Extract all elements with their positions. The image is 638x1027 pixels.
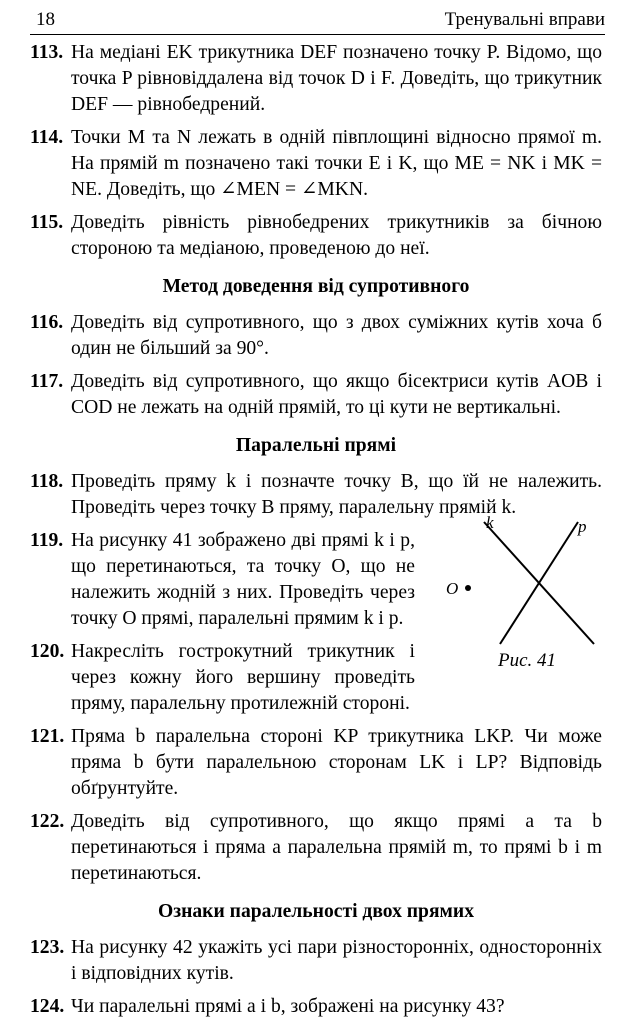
page-content: [30, 40, 602, 1027]
problem-text: Проведіть пряму k і позначте точку B, що їй не належить. Проведіть через точку B пряму, паралельну прямій k.: [71, 471, 602, 518]
problem-text: Чи паралельні прямі a і b, зображені на рисунку 43?: [71, 996, 505, 1017]
problem-124: [30, 994, 602, 1020]
problem-text: Пряма b паралельна стороні KP трикутника LKP. Чи може пряма b бути паралельною сторонам LK і LP? Відповідь обґрунтуйте.: [71, 726, 602, 799]
problem-number: 114.: [30, 127, 64, 148]
problem-117: [30, 369, 602, 421]
problem-116: [30, 310, 602, 362]
figure-block: [30, 513, 602, 717]
problem-number: 119.: [30, 530, 64, 551]
label-o: O: [446, 579, 459, 598]
problem-text: На рисунку 42 укажіть усі пари різносторонніх, односторонніх і відповідних кутів.: [71, 937, 602, 984]
problem-number: 123.: [30, 937, 65, 958]
problem-text: Точки M та N лежать в одній півплощині відносно прямої m. На прямій m позначено такі точки E і K, що ME = NK і MK = NE. Доведіть, що ∠MEN = ∠MKN.: [71, 127, 602, 200]
problem-number: 118.: [30, 471, 64, 492]
problem-122: [30, 809, 602, 887]
line-p: [500, 522, 578, 644]
problem-123: [30, 935, 602, 987]
problem-121: [30, 724, 602, 802]
problem-number: 121.: [30, 726, 65, 747]
running-title: Тренувальні вправи: [444, 9, 605, 30]
section-heading-parallel-lines: Паралельні прямі: [235, 435, 397, 456]
page-number: 18: [36, 9, 55, 30]
problem-text: Накресліть гострокутний трикутник і через кожну його вершину проведіть пряму, паралельну протилежній стороні.: [71, 641, 415, 714]
section-heading-parallel-criteria: Ознаки паралельності двох прямих: [157, 901, 474, 922]
problem-114: [30, 125, 602, 203]
page-header: [30, 8, 605, 35]
section-heading-contradiction: Метод доведення від супротивного: [162, 276, 470, 297]
problem-text: На медіані EK трикутника DEF позначено точку P. Відомо, що точка P рівновіддалена від точок D і F. Доведіть, що трикутник DEF — рівнобедрений.: [71, 42, 602, 115]
problem-115: [30, 210, 602, 262]
problem-number: 116.: [30, 312, 64, 333]
problem-number: 122.: [30, 811, 65, 832]
problem-119: [30, 528, 415, 632]
problem-text: Доведіть від супротивного, що з двох суміжних кутів хоча б один не більший за 90°.: [71, 312, 602, 359]
problem-text: На рисунку 41 зображено дві прямі k і p, що перетинаються, та точку O, що не належить жодній з них. Проведіть через точку O прямі, паралельні прямим k і p.: [71, 530, 415, 629]
problem-number: 117.: [30, 371, 64, 392]
problem-number: 124.: [30, 996, 65, 1017]
problem-113: [30, 40, 602, 118]
label-p: p: [578, 517, 587, 536]
problem-text: Доведіть від супротивного, що якщо бісектриси кутів AOB і COD не лежать на одній прямій, то ці кути не вертикальні.: [71, 371, 602, 418]
problem-120: [30, 639, 415, 717]
problem-text: Доведіть від супротивного, що якщо прямі a та b перетинаються і пряма a паралельна прямій m, то прямі b і m перетинаються.: [71, 811, 602, 884]
problem-text: Доведіть рівність рівнобедрених трикутників за бічною стороною та медіаною, проведеною до неї.: [71, 212, 602, 259]
problem-number: 115.: [30, 212, 64, 233]
label-k: k: [486, 513, 494, 532]
point-o: [465, 585, 471, 591]
figure-caption: Рис. 41: [498, 650, 557, 671]
problem-number: 113.: [30, 42, 64, 63]
problem-number: 120.: [30, 641, 65, 662]
figure-41: [446, 513, 602, 686]
problem-118: [30, 469, 602, 521]
